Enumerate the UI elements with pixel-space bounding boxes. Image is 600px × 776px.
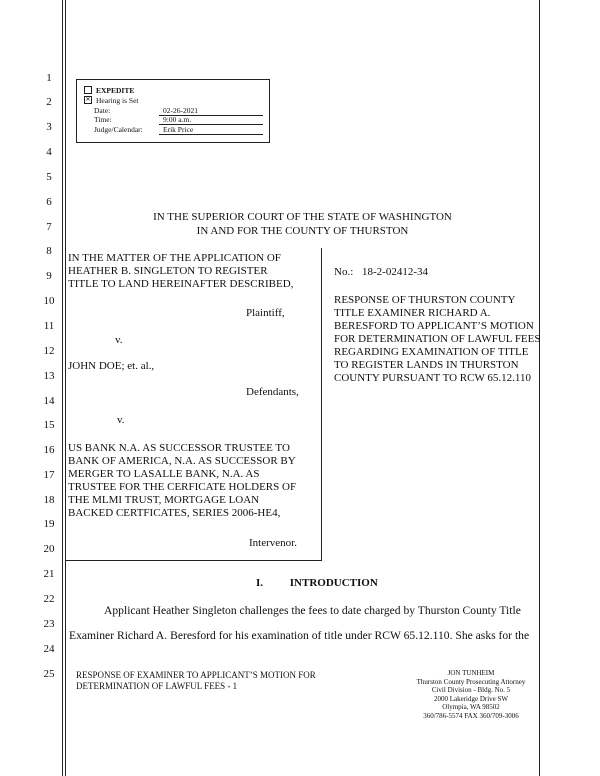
matter-line: IN THE MATTER OF THE APPLICATION OF (68, 252, 281, 264)
versus-2: v. (117, 414, 125, 426)
line-number: 11 (43, 320, 55, 332)
line-number: 24 (43, 643, 55, 655)
defendant-name: JOHN DOE; et. al., (68, 360, 155, 372)
line-number: 8 (46, 245, 52, 257)
time-label: Time: (94, 115, 112, 124)
attorney-line: JON TUNHEIM (447, 669, 495, 677)
intervenor-line: MERGER TO LASALLE BANK, N.A. AS (68, 468, 260, 480)
section-title: INTRODUCTION (289, 577, 378, 589)
document-title-line: FOR DETERMINATION OF LAWFUL FEES (334, 333, 541, 345)
judge-label: Judge/Calendar: (94, 125, 143, 134)
body-line: Examiner Richard A. Beresford for his examination of title under RCW 65.12.110. She asks for the (69, 629, 530, 642)
expedite-checkbox[interactable] (84, 86, 92, 94)
intervenor-line: BACKED CERTFICATES, SERIES 2006-HE4, (68, 507, 281, 519)
line-number: 19 (43, 518, 55, 530)
matter-line: TITLE TO LAND HEREINAFTER DESCRIBED, (68, 278, 294, 290)
line-number: 1 (46, 72, 52, 84)
line-number: 20 (43, 543, 55, 555)
defendants-label: Defendants, (246, 386, 299, 398)
expedite-row (84, 86, 134, 95)
line-number: 5 (46, 171, 52, 183)
right-margin-rule (539, 0, 540, 776)
caption-bottom-rule (66, 560, 322, 561)
line-number: 12 (43, 345, 55, 357)
attorney-line: Thurston County Prosecuting Attorney (416, 677, 526, 686)
line-number: 9 (46, 270, 52, 282)
line-number: 16 (43, 444, 55, 456)
intervenor-line: THE MLMI TRUST, MORTGAGE LOAN (68, 494, 260, 506)
date-field: 02-26-2021 (159, 106, 263, 116)
intervenor-label: Intervenor. (249, 537, 297, 549)
attorney-line: Civil Division - Bldg. No. 5 (431, 686, 511, 695)
footer-title-line: RESPONSE OF EXAMINER TO APPLICANT’S MOTION FOR (76, 670, 316, 680)
document-title-line: TO REGISTER LANDS IN THURSTON (334, 359, 519, 371)
document-title-line: REGARDING EXAMINATION OF TITLE (334, 346, 529, 358)
matter-line: HEATHER B. SINGLETON TO REGISTER (68, 265, 268, 277)
intervenor-line: US BANK N.A. AS SUCCESSOR TRUSTEE TO (68, 442, 290, 454)
hearing-info-box (76, 79, 270, 143)
attorney-line: Olympia, WA 98502 (442, 703, 500, 712)
hearing-set-checkbox[interactable]: ✕ (85, 97, 91, 104)
intervenor-line: TRUSTEE FOR THE CERFICATE HOLDERS OF (68, 481, 297, 493)
court-heading-line2: IN AND FOR THE COUNTY OF THURSTON (196, 225, 409, 237)
line-number: 15 (43, 419, 55, 431)
expedite-label: EXPEDITE (96, 86, 135, 95)
section-number: I. (256, 577, 264, 589)
hearing-set-row (84, 96, 139, 105)
line-number: 6 (46, 196, 52, 208)
section-heading (256, 577, 378, 589)
line-number: 23 (43, 618, 55, 630)
footer-title-line: DETERMINATION OF LAWFUL FEES - 1 (76, 681, 238, 691)
document-title-line: BERESFORD TO APPLICANT’S MOTION (334, 320, 534, 332)
line-number: 17 (43, 469, 55, 481)
attorney-block (400, 669, 542, 721)
time-field: 9:00 a.m. (159, 115, 263, 125)
line-number: 13 (43, 370, 55, 382)
line-number: 10 (43, 295, 55, 307)
document-title-line: COUNTY PURSUANT TO RCW 65.12.110 (334, 372, 532, 384)
attorney-line: 360/786-5574 FAX 360/709-3006 (423, 711, 519, 720)
court-heading-line1: IN THE SUPERIOR COURT OF THE STATE OF WASHINGTON (153, 211, 452, 223)
left-margin-rule-outer (62, 0, 63, 776)
line-number: 18 (43, 494, 55, 506)
document-title-line: TITLE EXAMINER RICHARD A. (334, 307, 491, 319)
intervenor-line: BANK OF AMERICA, N.A. AS SUCCESSOR BY (68, 455, 296, 467)
versus-1: v. (115, 334, 123, 346)
line-number: 14 (43, 395, 55, 407)
line-number: 21 (43, 568, 55, 580)
line-number: 3 (46, 121, 52, 133)
hearing-set-label: Hearing is Set (96, 96, 139, 105)
case-number-value: 18-2-02412-34 (362, 266, 428, 278)
left-margin-rule-inner (65, 0, 66, 776)
line-number: 2 (46, 96, 52, 108)
plaintiff-label: Plaintiff, (246, 307, 285, 319)
case-number-label: No.: (334, 266, 354, 278)
case-number (334, 266, 428, 278)
document-title-line: RESPONSE OF THURSTON COUNTY (334, 294, 516, 306)
date-label: Date: (94, 106, 111, 115)
attorney-line: 2000 Lakeridge Drive SW (433, 694, 509, 703)
line-number: 22 (43, 593, 55, 605)
line-number: 25 (43, 668, 55, 680)
body-line: Applicant Heather Singleton challenges the fees to date charged by Thurston County Title (104, 604, 521, 617)
judge-field: Erik Price (159, 125, 263, 135)
caption-divider (321, 248, 322, 560)
line-number: 4 (46, 146, 52, 158)
line-number: 7 (46, 221, 52, 233)
